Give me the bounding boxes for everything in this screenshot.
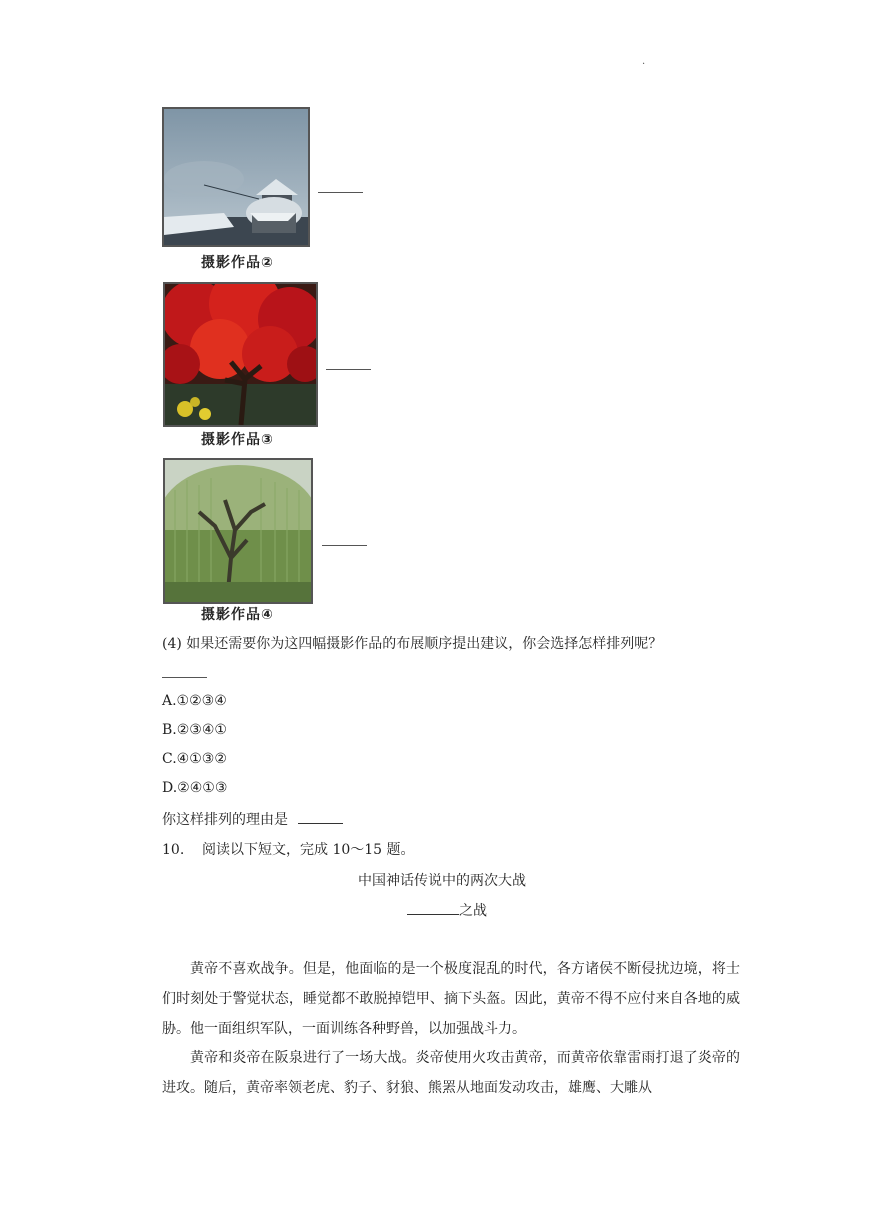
reason-answer-line[interactable]: [298, 809, 343, 824]
spring-willow-image: [165, 460, 311, 602]
option-a[interactable]: A.①②③④: [162, 693, 227, 709]
photo-2-caption: 摄影作品②: [201, 255, 274, 271]
option-b[interactable]: B.②③④①: [162, 722, 227, 738]
question-10-instruction: 阅读以下短文，完成 10～15 题。: [202, 842, 415, 858]
photo-3-autumn: [163, 282, 318, 427]
page-marker: .: [642, 56, 646, 67]
photo-3-answer-line[interactable]: [326, 369, 371, 370]
passage-paragraph-1: 黄帝不喜欢战争。但是，他面临的是一个极度混乱的时代，各方诸侯不断侵扰边境，将士们时刻处于警觉状态，睡觉都不敢脱掉铠甲、摘下头盔。因此，黄帝不得不应付来自各地的威胁。他一面组织军队，一面训练各种野兽，以加强战斗力。: [162, 961, 740, 1037]
question-4-answer-line[interactable]: [162, 677, 207, 678]
question-10-number: 10.: [162, 842, 185, 858]
subtitle-suffix: 之战: [459, 903, 487, 919]
photo-2-winter: [162, 107, 310, 247]
question-4-stem: (4) 如果还需要你为这四幅摄影作品的布展顺序提出建议，你会选择怎样排列呢？: [162, 636, 663, 652]
photo-4-answer-line[interactable]: [322, 545, 367, 546]
reason-prompt: [162, 809, 343, 830]
winter-scene-image: [164, 109, 308, 245]
subtitle-blank[interactable]: [407, 900, 459, 915]
photo-3-caption: 摄影作品③: [201, 432, 274, 448]
reason-prompt-label: 你这样排列的理由是: [162, 812, 288, 828]
passage-title: 中国神话传说中的两次大战: [358, 873, 526, 889]
photo-4-spring: [163, 458, 313, 604]
option-d[interactable]: D.②④①③: [162, 780, 228, 796]
passage-subtitle: [407, 900, 487, 921]
option-c[interactable]: C.④①③②: [162, 751, 227, 767]
photo-4-caption: 摄影作品④: [201, 607, 274, 623]
photo-2-answer-line[interactable]: [318, 192, 363, 193]
passage-paragraph-2: 黄帝和炎帝在阪泉进行了一场大战。炎帝使用火攻击黄帝，而黄帝依靠雷雨打退了炎帝的进攻。随后，黄帝率领老虎、豹子、豺狼、熊罴从地面发动攻击，雄鹰、大雕从: [162, 1050, 740, 1096]
autumn-maple-image: [165, 284, 316, 425]
